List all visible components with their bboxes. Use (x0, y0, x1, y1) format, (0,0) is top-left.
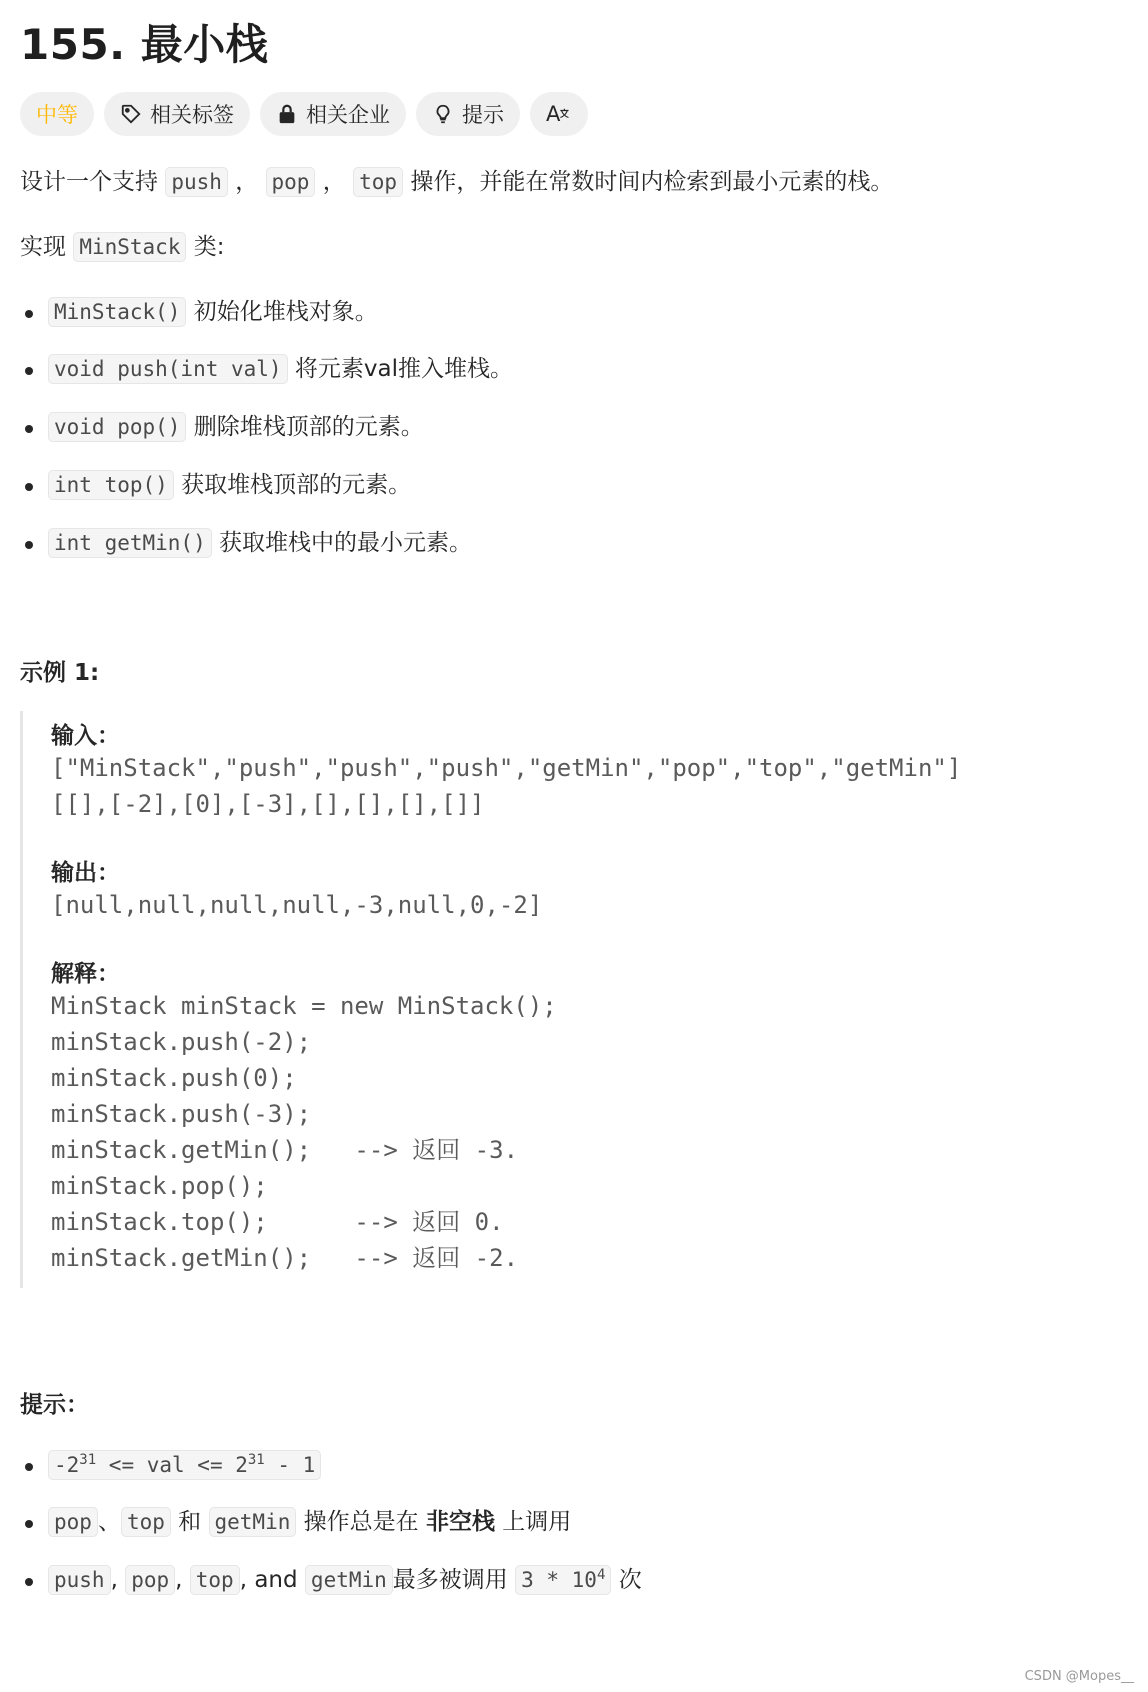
hint-label: 提示 (462, 103, 504, 127)
method-signature: int getMin() (48, 528, 212, 558)
method-signature: MinStack() (48, 297, 186, 327)
input-line: [[],[-2],[0],[-3],[],[],[],[]] (51, 789, 485, 818)
page-title: 155. 最小栈 (20, 20, 269, 69)
difficulty-label: 中等 (36, 103, 78, 127)
desc-separator: ， (235, 169, 259, 195)
constraint-text: 操作总是在 (296, 1509, 426, 1536)
constraint-bold-text: 非空栈 (425, 1509, 495, 1536)
explanation-label: 解释： (51, 960, 120, 987)
example-heading: 示例 1: (20, 659, 100, 686)
list-item (20, 294, 1128, 331)
input-label: 输入： (51, 722, 120, 749)
list-item (20, 467, 1128, 504)
implement-line (20, 229, 1128, 266)
problem-description (20, 164, 1128, 201)
desc-separator: ， (322, 169, 346, 195)
exponent: 31 (79, 1451, 97, 1468)
list-item (20, 409, 1128, 446)
desc-text: 设计一个支持 (20, 169, 158, 195)
separator: , and (239, 1567, 305, 1594)
code-minstack: MinStack (73, 232, 186, 262)
constraint-text: 最多被调用 (392, 1567, 516, 1594)
tag-icon (120, 103, 142, 125)
example-block (20, 711, 1128, 1288)
difficulty-badge[interactable] (20, 92, 94, 136)
constraints-heading: 提示： (20, 1391, 89, 1418)
example-output: [null,null,null,null,-3,null,0,-2] (51, 890, 543, 919)
code-getmin: getMin (209, 1507, 297, 1537)
explanation-code: MinStack minStack = new MinStack(); minStack.push(-2); minStack.push(0); minStack.push(-3); minStack.getMin(); --> 返回 -3. minStack.pop(); minStack.top(); --> 返回 0. minStack.getMin(); --> 返回 -2. (51, 991, 557, 1272)
exponent: 4 (596, 1567, 606, 1584)
constraint-text: 次 (611, 1567, 642, 1594)
constraints-list (20, 1447, 1128, 1599)
method-description: 获取堆栈顶部的元素。 (181, 471, 412, 498)
code-push: push (48, 1565, 111, 1595)
method-list (20, 294, 1128, 562)
code-top: top (121, 1507, 171, 1537)
desc-text: 操作，并能在常数时间内检索到最小元素的栈。 (410, 169, 894, 195)
separator: 和 (170, 1509, 209, 1536)
list-item (20, 525, 1128, 562)
list-item (20, 1447, 1128, 1484)
range-text: - 1 (264, 1452, 316, 1477)
code-pop: pop (48, 1507, 98, 1537)
separator: , (175, 1567, 190, 1594)
lock-icon (276, 103, 298, 125)
impl-text: 类: (193, 233, 225, 260)
call-count (515, 1565, 611, 1595)
impl-text: 实现 (20, 233, 66, 260)
hint-button[interactable] (416, 92, 520, 136)
code-getmin: getMin (305, 1565, 393, 1595)
example-input (51, 750, 1128, 822)
method-description: 获取堆栈中的最小元素。 (219, 529, 473, 556)
companies-button[interactable] (260, 92, 406, 136)
count-text: 3 * 10 (521, 1568, 597, 1593)
code-top: top (190, 1565, 240, 1595)
list-item (20, 1504, 1128, 1541)
exponent: 31 (247, 1451, 265, 1468)
method-signature: int top() (48, 470, 174, 500)
related-tags-label: 相关标签 (150, 103, 234, 127)
translate-glyph-icon (558, 105, 572, 123)
watermark: CSDN @Mopes__ (1024, 1669, 1134, 1684)
list-item (20, 1562, 1128, 1599)
range-text: -2 (54, 1452, 80, 1477)
method-description: 删除堆栈顶部的元素。 (193, 414, 424, 441)
constraint-text: 上调用 (494, 1509, 572, 1536)
tag-bar (20, 92, 1128, 136)
separator: 、 (97, 1509, 121, 1536)
translate-icon: A (546, 102, 561, 126)
companies-label: 相关企业 (306, 103, 390, 127)
code-pop: pop (125, 1565, 175, 1595)
method-signature: void pop() (48, 412, 186, 442)
method-description: 初始化堆栈对象。 (193, 298, 378, 325)
lightbulb-icon (432, 103, 454, 125)
code-push: push (165, 167, 228, 197)
separator: , (110, 1567, 126, 1594)
method-description: 将元素val推入堆栈。 (294, 356, 513, 383)
related-tags-button[interactable] (104, 92, 250, 136)
code-top: top (353, 167, 403, 197)
method-signature: void push(int val) (48, 354, 288, 384)
input-line: ["MinStack","push","push","push","getMin","pop","top","getMin"] (51, 753, 962, 782)
output-label: 输出： (51, 859, 120, 886)
code-pop: pop (266, 167, 316, 197)
translate-button[interactable] (530, 92, 588, 136)
constraint-range (48, 1450, 321, 1480)
list-item (20, 351, 1128, 388)
range-text: <= val <= 2 (96, 1452, 248, 1477)
